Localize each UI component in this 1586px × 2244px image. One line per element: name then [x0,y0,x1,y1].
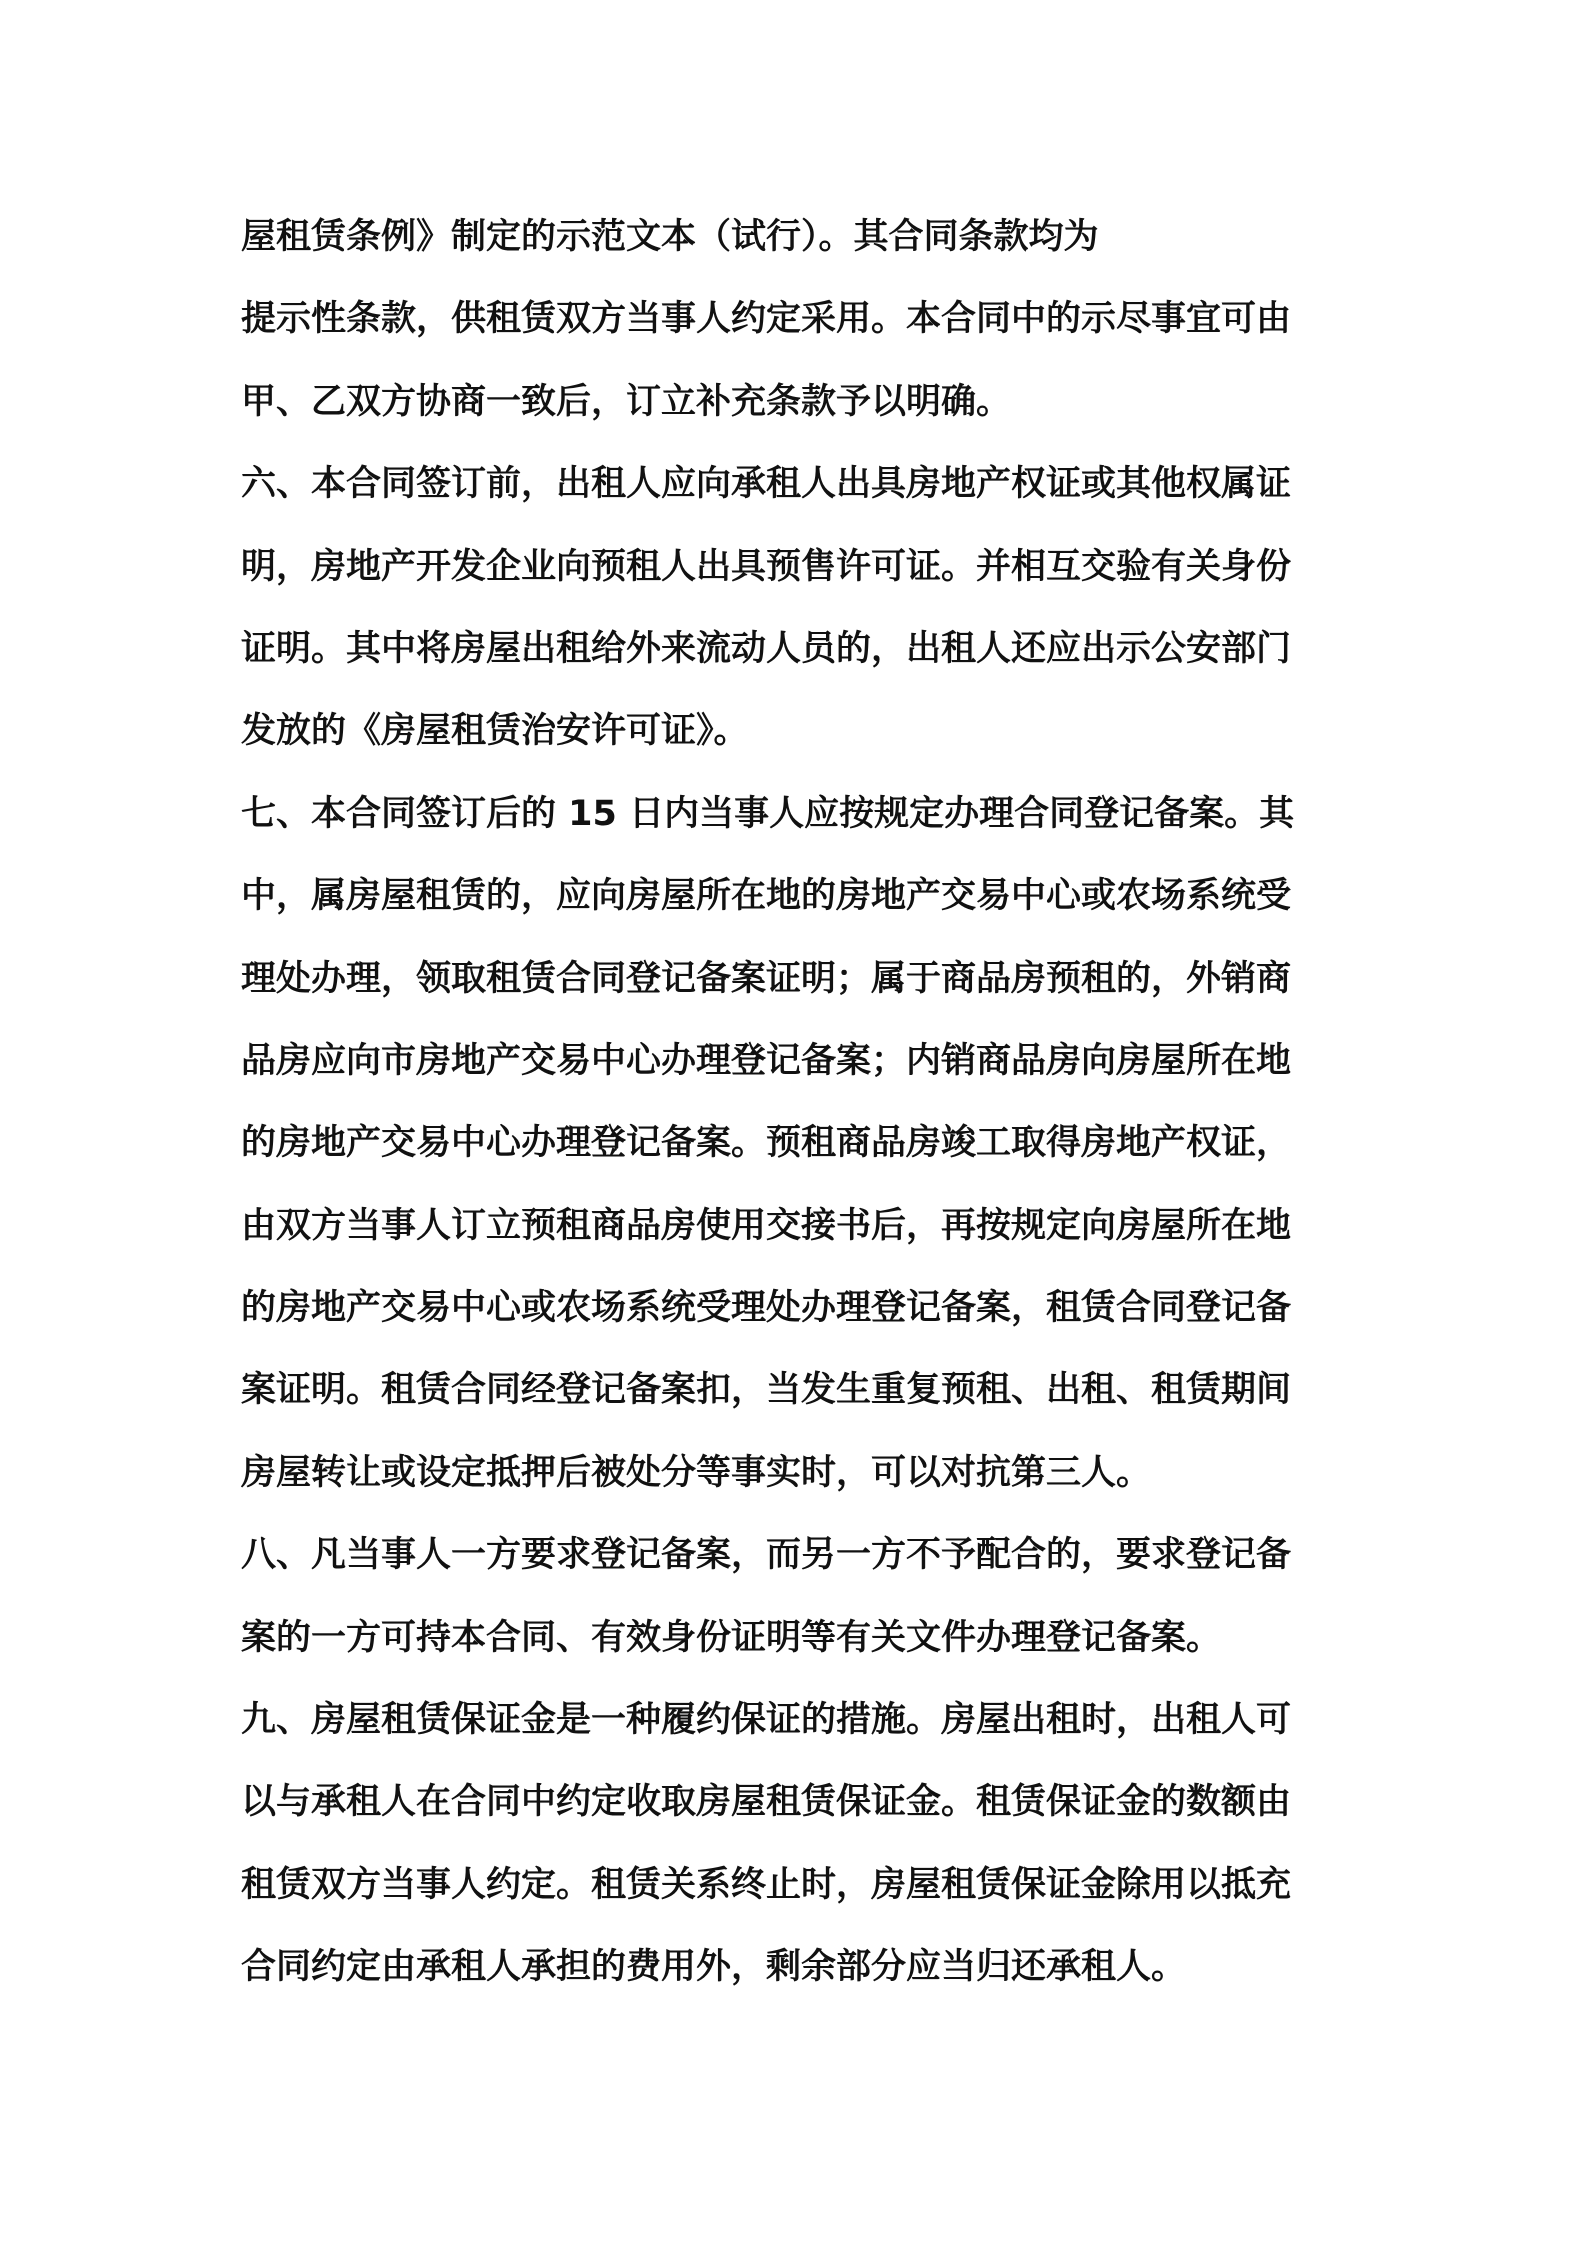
text-line-18: 案的一方可持本合同、有效身份证明等有关文件办理登记备案。 [241,1617,1222,1658]
text-line-7: 发放的《房屋租赁治安许可证》。 [241,711,749,752]
text-line-14: 的房地产交易中心或农场系统受理处办理登记备案，租赁合同登记备 [241,1288,1292,1329]
text-line-5: 明，房地产开发企业向预租人出具预售许可证。并相互交验有关身份 [241,546,1292,587]
text-line-10: 理处办理，领取租赁合同登记备案证明；属于商品房预租的，外销商 [241,958,1292,999]
text-line-6: 证明。其中将房屋出租给外来流动人员的，出租人还应出示公安部门 [241,628,1292,669]
text-line-19: 九、房屋租赁保证金是一种履约保证的措施。房屋出租时，出租人可 [241,1700,1292,1741]
text-line-1: 屋租赁条例》制定的示范文本（试行）。其合同条款均为 [241,217,1099,257]
text-line-13: 由双方当事人订立预租商品房使用交接书后，再按规定向房屋所在地 [241,1205,1292,1246]
text-line-17: 八、凡当事人一方要求登记备案，而另一方不予配合的，要求登记备 [241,1535,1292,1576]
text-line-22: 合同约定由承租人承担的费用外，剩余部分应当归还承租人。 [241,1947,1187,1988]
text-line-20: 以与承租人在合同中约定收取房屋租赁保证金。租赁保证金的数额由 [241,1782,1292,1823]
text-line-3: 甲、乙双方协商一致后，订立补充条款予以明确。 [241,381,1012,422]
text-line-8: 七、本合同签订后的 15 日内当事人应按规定办理合同登记备案。其 [241,793,1295,834]
text-line-12: 的房地产交易中心办理登记备案。预租商品房竣工取得房地产权证， [241,1123,1292,1164]
text-line-4: 六、本合同签订前，出租人应向承租人出具房地产权证或其他权属证 [241,464,1292,505]
text-line-21: 租赁双方当事人约定。租赁关系终止时，房屋租赁保证金除用以抵充 [241,1864,1292,1905]
text-line-2: 提示性条款，供租赁双方当事人约定采用。本合同中的示尽事宜可由 [241,299,1292,340]
text-line-9: 中，属房屋租赁的，应向房屋所在地的房地产交易中心或农场系统受 [241,876,1292,917]
document-body [241,196,1361,2009]
text-line-15: 案证明。租赁合同经登记备案扣，当发生重复预租、出租、租赁期间 [241,1370,1292,1411]
text-line-16: 房屋转让或设定抵押后被处分等事实时，可以对抗第三人。 [241,1452,1152,1493]
text-line-11: 品房应向市房地产交易中心办理登记备案；内销商品房向房屋所在地 [241,1040,1292,1081]
